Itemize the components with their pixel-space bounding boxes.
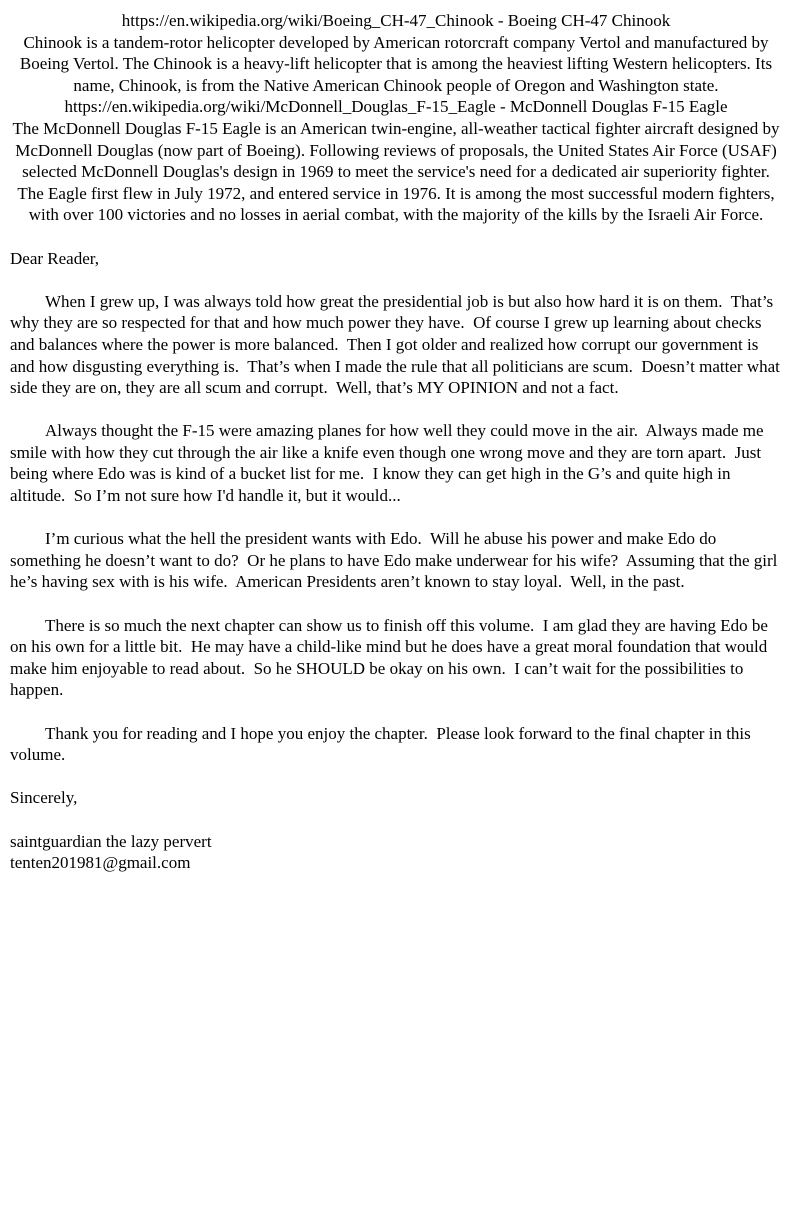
wiki-link-chinook: https://en.wikipedia.org/wiki/Boeing_CH-47_Chinook - Boeing CH-47 Chinook: [121, 11, 671, 30]
closing: Sincerely,: [10, 788, 78, 808]
letter-paragraph-3: I’m curious what the hell the president wants with Edo. Will he abuse his power and make Edo do something he doesn’t want to do? Or he plans to have Edo make underwear for his wife? Assuming that the girl he’s having sex with is his wife. American Presidents aren’t known to stay loyal. Well, in the past.: [10, 529, 782, 592]
letter-paragraph-1: When I grew up, I was always told how great the presidential job is but also how hard it is on them. That’s why they are so respected for that and how much power they have. Of course I grew up learning about checks and balances where the power is more balanced. Then I got older and realized how corrupt our government is and how disgusting everything is. That’s when I made the rule that all politicians are scum. Doesn’t matter what side they are on, they are all scum and corrupt. Well, that’s MY OPINION and not a fact.: [10, 291, 785, 398]
salutation: Dear Reader,: [10, 248, 99, 268]
signature-name: saintguardian the lazy pervert: [10, 831, 212, 851]
wiki-references-block: [10, 10, 782, 226]
wiki-link-f15: https://en.wikipedia.org/wiki/McDonnell_Douglas_F-15_Eagle - McDonnell Douglas F-15 Eagle: [64, 97, 728, 117]
letter-paragraph-5: Thank you for reading and I hope you enjoy the chapter. Please look forward to the final chapter in this volume.: [10, 723, 756, 765]
letter-paragraph-2: Always thought the F-15 were amazing planes for how well they could move in the air. Always made me smile with how they cut through the air like a knife even though one wrong move and they are torn apart. Just being where Edo was is kind of a bucket list for me. I know they can get high in the G’s and quite high in altitude. So I’m not sure how I'd handle it, but it would...: [10, 421, 768, 506]
wiki-summary-f15: The McDonnell Douglas F-15 Eagle is an American twin-engine, all-weather tactical fighter aircraft designed by McDonnell Douglas (now part of Boeing). Following reviews of proposals, the United States Air Force (USAF) selected McDonnell Douglas's design in 1969 to meet the service's need for a dedicated air superiority fighter. The Eagle first flew in July 1972, and entered service in 1976. It is among the most successful modern fighters, with over 100 victories and no losses in aerial combat, with the majority of the kills by the Israeli Air Force.: [12, 118, 784, 225]
letter-paragraph-4: There is so much the next chapter can show us to finish off this volume. I am glad they are having Edo be on his own for a little bit. He may have a child-like mind but he does have a great moral foundation that would make him enjoyable to read about. So he SHOULD be okay on his own. I can’t wait for the possibilities to happen.: [10, 615, 773, 700]
wiki-summary-chinook: Chinook is a tandem-rotor helicopter developed by American rotorcraft company Vertol and manufactured by Boeing Vertol. The Chinook is a heavy-lift helicopter that is among the heaviest lifting Western helicopters. Its name, Chinook, is from the Native American Chinook people of Oregon and Washington state.: [19, 32, 777, 95]
signature-email: tenten201981@gmail.com: [10, 853, 191, 873]
